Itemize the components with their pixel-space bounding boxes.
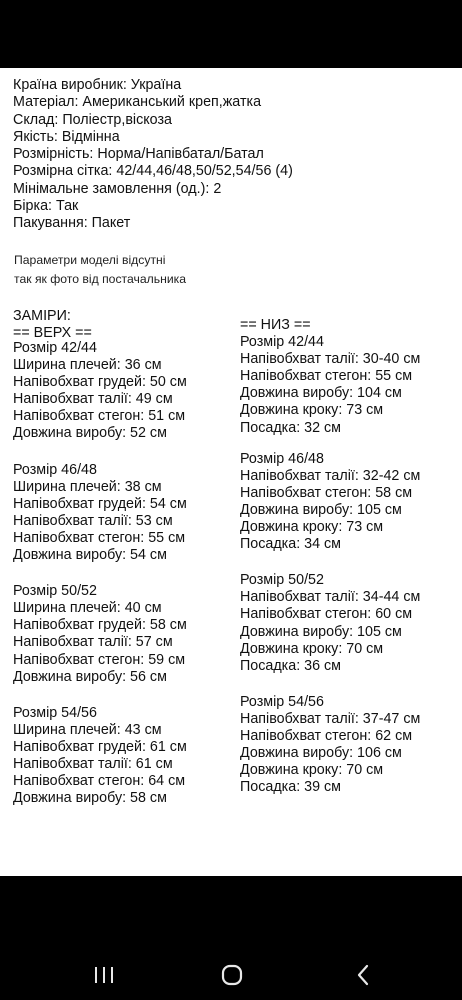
- top-header: == ВЕРХ ==: [13, 325, 92, 341]
- info-packaging: Пакування: Пакет: [13, 215, 131, 232]
- size-label: Розмір 54/56: [240, 693, 324, 710]
- measure-line: Напівобхват стегон: 62 см: [240, 727, 413, 744]
- note-line-2: так як фото від постачальника: [14, 272, 187, 286]
- info-quality: Якість: Відмінна: [13, 128, 120, 145]
- note-line-1: Параметри моделі відсутні: [14, 253, 166, 267]
- measure-line: Напівобхват стегон: 64 см: [13, 773, 186, 790]
- measure-line: Напівобхват стегон: 59 см: [13, 651, 186, 668]
- top-size-group: [13, 340, 187, 443]
- size-label: Розмір 42/44: [240, 334, 324, 351]
- home-button[interactable]: [212, 960, 252, 990]
- measure-line: Напівобхват талії: 53 см: [13, 512, 173, 529]
- bottom-size-group: [240, 572, 420, 675]
- back-chevron-icon: [355, 964, 373, 986]
- measure-line: Напівобхват грудей: 50 см: [13, 374, 187, 391]
- size-label: Розмір 46/48: [13, 461, 97, 478]
- info-country: Країна виробник: Україна: [13, 77, 182, 93]
- bottom-size-group: [240, 451, 420, 554]
- recent-apps-button[interactable]: [84, 960, 124, 990]
- measure-line: Ширина плечей: 38 см: [13, 478, 162, 495]
- top-size-group: [13, 583, 187, 686]
- info-min-order: Мінімальне замовлення (од.): 2: [13, 180, 222, 197]
- measure-line: Посадка: 34 см: [240, 536, 341, 553]
- home-icon: [220, 963, 244, 987]
- status-bar-area: [0, 0, 462, 68]
- info-tag: Бірка: Так: [13, 198, 79, 215]
- measure-line: Напівобхват талії: 32-42 см: [240, 467, 421, 484]
- measure-line: Довжина виробу: 54 см: [13, 547, 167, 564]
- measure-line: Напівобхват грудей: 58 см: [13, 617, 187, 634]
- measure-line: Напівобхват талії: 37-47 см: [240, 710, 421, 727]
- measure-line: Довжина виробу: 104 см: [240, 385, 402, 402]
- recent-apps-icon: [93, 966, 115, 984]
- model-note: [14, 251, 186, 289]
- measure-line: Довжина кроку: 73 см: [240, 402, 384, 419]
- measure-line: Напівобхват грудей: 61 см: [13, 738, 187, 755]
- back-button[interactable]: [344, 960, 384, 990]
- size-label: Розмір 54/56: [13, 704, 97, 721]
- measure-line: Напівобхват стегон: 60 см: [240, 606, 413, 623]
- top-measurements-column: [13, 340, 187, 807]
- measure-line: Довжина кроку: 73 см: [240, 519, 384, 536]
- info-size-grid: Розмірна сітка: 42/44,46/48,50/52,54/56 (4): [13, 163, 293, 180]
- measure-line: Посадка: 32 см: [240, 419, 341, 436]
- measure-line: Довжина виробу: 58 см: [13, 790, 167, 807]
- measure-line: Напівобхват талії: 57 см: [13, 634, 173, 651]
- measure-line: Довжина виробу: 105 см: [240, 623, 402, 640]
- measure-line: Ширина плечей: 36 см: [13, 357, 162, 374]
- measure-line: Довжина кроку: 70 см: [240, 762, 384, 779]
- bottom-size-group: [240, 694, 420, 797]
- info-material: Матеріал: Американський креп,жатка: [13, 94, 262, 111]
- bottom-size-group: [240, 334, 420, 437]
- measure-line: Посадка: 39 см: [240, 779, 341, 796]
- info-size-range: Розмірність: Норма/Напівбатал/Батал: [13, 146, 264, 163]
- measure-line: Ширина плечей: 40 см: [13, 600, 162, 617]
- measure-line: Посадка: 36 см: [240, 657, 341, 674]
- measure-line: Довжина виробу: 105 см: [240, 501, 402, 518]
- measure-line: Напівобхват стегон: 51 см: [13, 408, 186, 425]
- measure-line: Напівобхват стегон: 55 см: [13, 529, 186, 546]
- measurements-title: ЗАМІРИ:: [13, 308, 71, 324]
- measure-line: Напівобхват талії: 49 см: [13, 391, 173, 408]
- measure-line: Напівобхват стегон: 58 см: [240, 484, 413, 501]
- measure-line: Напівобхват талії: 34-44 см: [240, 589, 421, 606]
- size-label: Розмір 42/44: [13, 340, 97, 356]
- measure-line: Напівобхват грудей: 54 см: [13, 495, 187, 512]
- measure-line: Ширина плечей: 43 см: [13, 721, 162, 738]
- info-composition: Склад: Поліестр,віскоза: [13, 111, 172, 128]
- measurements-heading: [13, 308, 92, 342]
- top-size-group: [13, 705, 187, 808]
- measure-line: Напівобхват талії: 30-40 см: [240, 351, 421, 368]
- message-image-content: [0, 68, 462, 876]
- measure-line: Довжина виробу: 52 см: [13, 425, 167, 442]
- bottom-measurements-column: [240, 317, 420, 796]
- measure-line: Довжина виробу: 56 см: [13, 668, 167, 685]
- size-label: Розмір 50/52: [240, 572, 324, 589]
- measure-line: Напівобхват стегон: 55 см: [240, 368, 413, 385]
- size-label: Розмір 50/52: [13, 583, 97, 600]
- product-info-block: [13, 77, 293, 233]
- measure-line: Довжина кроку: 70 см: [240, 640, 384, 657]
- navigation-bar: [0, 876, 462, 1000]
- bottom-header: == НИЗ ==: [240, 317, 311, 333]
- top-size-group: [13, 462, 187, 565]
- size-label: Розмір 46/48: [240, 450, 324, 467]
- measure-line: Напівобхват талії: 61 см: [13, 755, 173, 772]
- measure-line: Довжина виробу: 106 см: [240, 745, 402, 762]
